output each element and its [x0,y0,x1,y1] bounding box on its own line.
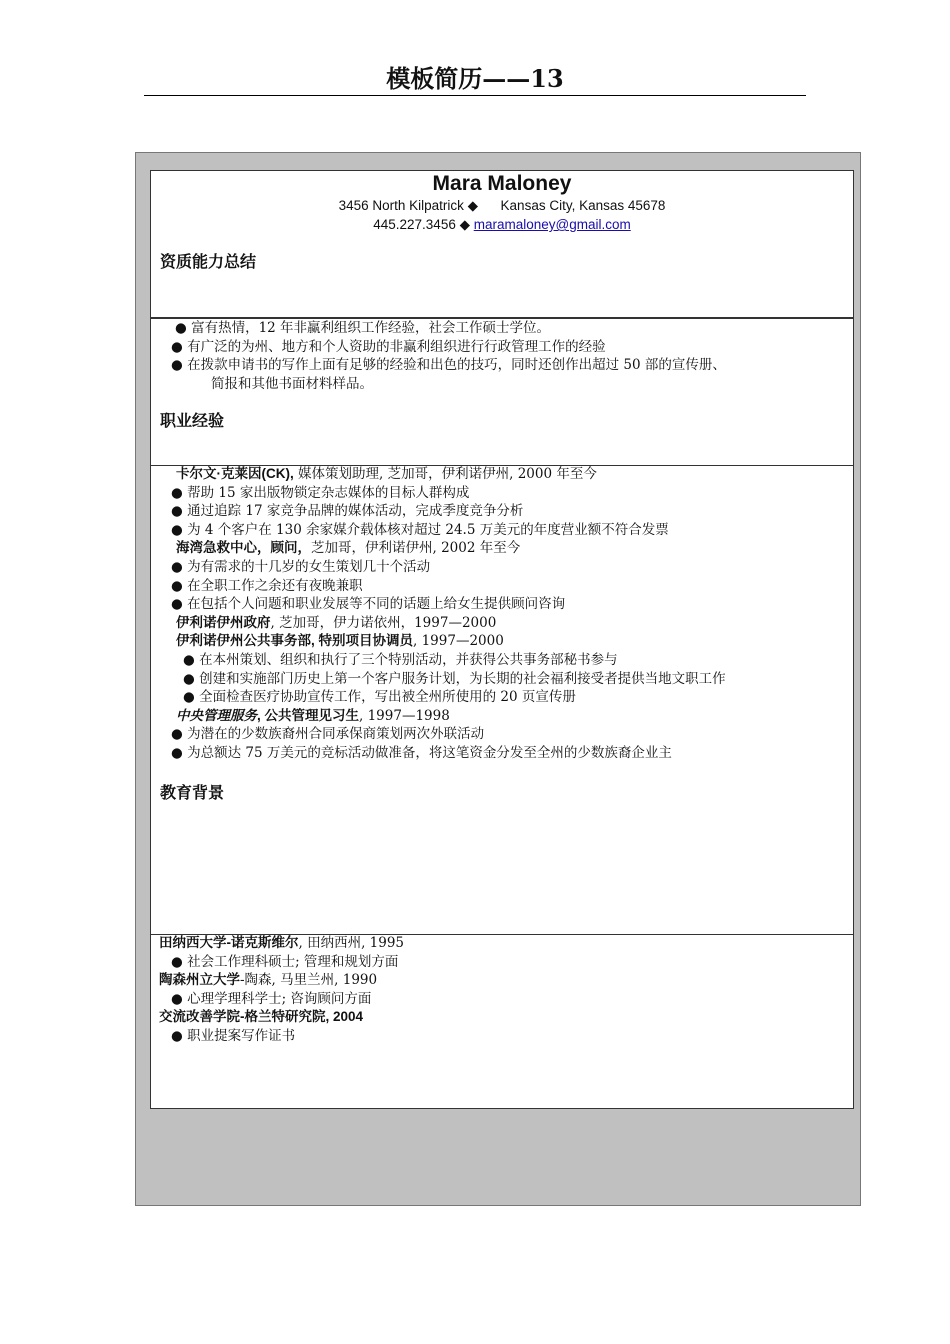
candidate-name: Mara Maloney [432,172,572,195]
job-details: , 芝加哥，伊力诺依州，1997—2000 [270,614,497,631]
job-bullet: ● 在包括个人问题和职业发展等不同的话题上给女生提供顾问咨询 [171,596,566,613]
job-bullet: ● 为 4 个客户在 130 余家媒介载体核对超过 24.5 万美元的年度营业额不符合发票 [171,521,669,538]
job-details: , 1997—1998 [359,707,450,724]
phone: 445.227.3456 ◆ [373,217,470,232]
job-bullet: ● 通过追踪 17 家竞争品牌的媒体活动，完成季度竞争分析 [171,503,524,520]
school-heading [151,934,853,953]
header-cell [150,170,854,318]
job-org: , 公共管理见习生 [257,707,360,723]
job-bullet: ● 在全职工作之余还有夜晚兼职 [171,577,363,594]
address-city: Kansas City, Kansas 45678 [500,198,666,213]
job-bullet: ● 全面检查医疗协助宣传工作，写出被全州所使用的 20 页宣传册 [183,689,576,706]
job-details: 芝加哥，伊利诺伊州, 2002 年至今 [311,540,521,557]
address-street: 3456 North Kilpatrick ◆ [338,198,479,213]
summary-item: ● 富有热情，12 年非赢利组织工作经验，社会工作硕士学位。 [175,320,551,336]
school-heading [151,971,853,990]
contact-line [151,215,853,234]
job-heading [151,707,853,726]
job-bullet: ● 为有需求的十几岁的女生策划几十个活动 [171,558,431,575]
job-heading [151,614,853,633]
school-detail: ● 职业提案写作证书 [171,1027,296,1044]
school-name: 陶森州立大学 [159,972,240,988]
school-name: 田纳西大学-诺克斯维尔 [159,935,299,950]
job-org-italic: 中央管理服务 [176,707,257,723]
job-org: 伊利诺伊州政府 [176,614,271,630]
job-bullet: ● 为总额达 75 万美元的竞标活动做准备，将这笔资金分发至全州的少数族裔企业主 [171,744,672,761]
job-bullet: ● 创建和实施部门历史上第一个客户服务计划，为长期的社会福利接受者提供当地文职工作 [183,670,726,687]
job-org: 海湾急救中心，顾问， [176,540,311,556]
school-detail: ● 心理学理科学士; 咨询顾问方面 [171,990,372,1007]
school-details: -陶森, 马里兰州, 1990 [240,972,378,989]
job-bullet: ● 为潜在的少数族裔州合同承保商策划两次外联活动 [171,726,485,743]
summary-item: 简报和其他书面材料样品。 [211,375,373,392]
school-heading [151,1008,853,1027]
job-heading [151,539,853,558]
summary-heading: 资质能力总结 [160,254,257,271]
summary-item: ● 在拨款申请书的写作上面有足够的经验和出色的技巧，同时还创作出超过 50 部的宣传册、 [171,357,726,374]
job-bullet: ● 帮助 15 家出版物锁定杂志媒体的目标人群构成 [171,484,470,501]
experience-cell [150,465,854,935]
email-link[interactable]: maramaloney@gmail.com [473,217,631,232]
school-detail: ● 社会工作理科硕士; 管理和规划方面 [171,953,399,970]
document-title: 模板简历——13 [386,64,564,93]
title-underline [144,95,806,96]
summary-item: ● 有广泛的为州、地方和个人资助的非赢利组织进行行政管理工作的经验 [171,338,606,355]
summary-cell [150,318,854,466]
school-name: 交流改善学院-格兰特研究院, 2004 [159,1009,364,1025]
job-details: , 1997—2000 [413,633,504,650]
address-line [151,196,853,215]
job-bullet: ● 在本州策划、组织和执行了三个特别活动，并获得公共事务部秘书参与 [183,651,618,668]
experience-heading: 职业经验 [160,413,225,430]
job-heading [151,465,853,484]
education-heading: 教育背景 [160,785,225,802]
job-org: 卡尔文·克莱因(CK), [176,466,294,481]
resume-frame [135,152,861,1206]
job-details: 媒体策划助理, 芝加哥，伊利诺伊州, 2000 年至今 [293,466,597,482]
job-heading [151,632,853,651]
education-cell [150,934,854,1109]
school-details: , 田纳西州, 1995 [298,935,405,951]
job-org: 伊利诺伊州公共事务部, 特别项目协调员 [176,633,414,649]
